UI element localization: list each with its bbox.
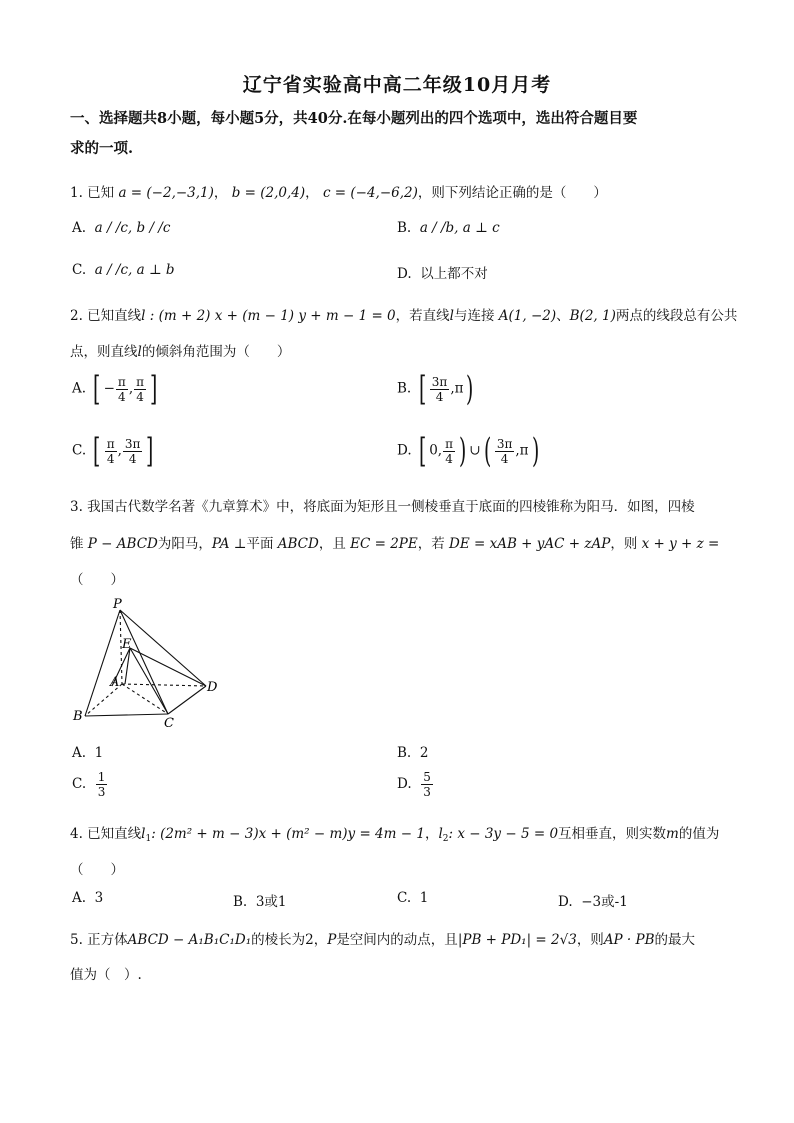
q1-option-b[interactable]: B. a / /b, a ⊥ c [397, 220, 500, 236]
q1-option-d[interactable]: D. 以上都不对 [397, 266, 488, 282]
q2-option-d[interactable]: D. [ 0, $\frac{\pi}{4}$ ) ∪( $\frac{3\pi}{4}$ ,π) [397, 431, 539, 471]
section-heading: 一、选择题共8小题，每小题5分，共40分.在每小题列出的四个选项中，选出符合题目要 求的一项. [70, 110, 638, 157]
q1-option-a[interactable]: A. a / /c, b / /c [72, 220, 171, 236]
q1-option-c[interactable]: C. a / /c, a ⊥ b [72, 262, 175, 278]
q2-stem-line1: 2. 已知直线l : (m + 2) x + (m − 1) y + m − 1 = 0，若直线l与连接 A(1, −2)、B(2, 1)两点的线段总有公共 [70, 308, 738, 324]
pyramid-figure [70, 596, 230, 732]
q1-vec-b: b = (2,0,4) [231, 185, 306, 201]
q4-option-b[interactable]: B. 3或1 [233, 894, 287, 910]
q3-stem-line3: （ ） [70, 572, 124, 588]
label-a: A [110, 675, 120, 690]
q5-stem-line2: 值为（ ）. [70, 967, 142, 983]
q5-stem-line1: 5. 正方体ABCD − A₁B₁C₁D₁的棱长为2，P是空间内的动点，且|PB + PD₁| = 2√3，则AP · PB的最大 [70, 932, 696, 948]
q3-option-b[interactable]: B. 2 [397, 745, 429, 761]
q4-option-a[interactable]: A. 3 [72, 890, 104, 906]
page-title: 辽宁省实验高中高二年级10月月考 [242, 74, 552, 96]
q3-option-c[interactable]: C. $\frac{1}{3}$ [72, 770, 106, 799]
q4-option-d[interactable]: D. −3或-1 [558, 894, 628, 910]
q2-option-a[interactable]: A. [ − $\frac{\pi}{4}$ , $\frac{\pi}{4}$ ] [72, 369, 158, 409]
label-e: E [122, 637, 132, 652]
q1-stem: 1. 已知 a = (−2,−3,1)， b = (2,0,4)， c = (−4,−6,2)，则下列结论正确的是（ ） [70, 185, 607, 201]
q2-option-b[interactable]: B. [ $\frac{3\pi}{4}$ ,π) [397, 369, 474, 409]
q3-stem-line2: 锥 P − ABCD为阳马，PA ⊥平面 ABCD，且 EC = 2PE，若 DE = xAB + yAC + zAP，则 x + y + z = [70, 536, 720, 552]
q1-vec-a: a = (−2,−3,1) [118, 185, 214, 201]
label-c: C [164, 716, 174, 731]
q3-option-a[interactable]: A. 1 [72, 745, 104, 761]
q1-vec-c: c = (−4,−6,2) [322, 185, 418, 201]
label-d: D [207, 680, 218, 695]
label-b: B [73, 709, 83, 724]
label-p: P [113, 597, 122, 612]
q2-option-c[interactable]: C. [ $\frac{\pi}{4}$ , $\frac{3\pi}{4}$ ] [72, 431, 154, 471]
q3-option-d[interactable]: D. $\frac{5}{3}$ [397, 770, 431, 799]
q3-stem-line1: 3. 我国古代数学名著《九章算术》中，将底面为矩形且一侧棱垂直于底面的四棱锥称为阳马．如图，四棱 [70, 499, 695, 515]
q4-stem-line2: （ ） [70, 862, 124, 878]
q4-stem-line1: 4. 已知直线$l_1$: (2m² + m − 3)x + (m² − m)y = 4m − 1，$l_2$: x − 3y − 5 = 0互相垂直，则实数m的值为 [70, 826, 720, 844]
q4-option-c[interactable]: C. 1 [397, 890, 429, 906]
q2-stem-line2: 点，则直线l的倾斜角范围为（ ） [70, 344, 291, 360]
